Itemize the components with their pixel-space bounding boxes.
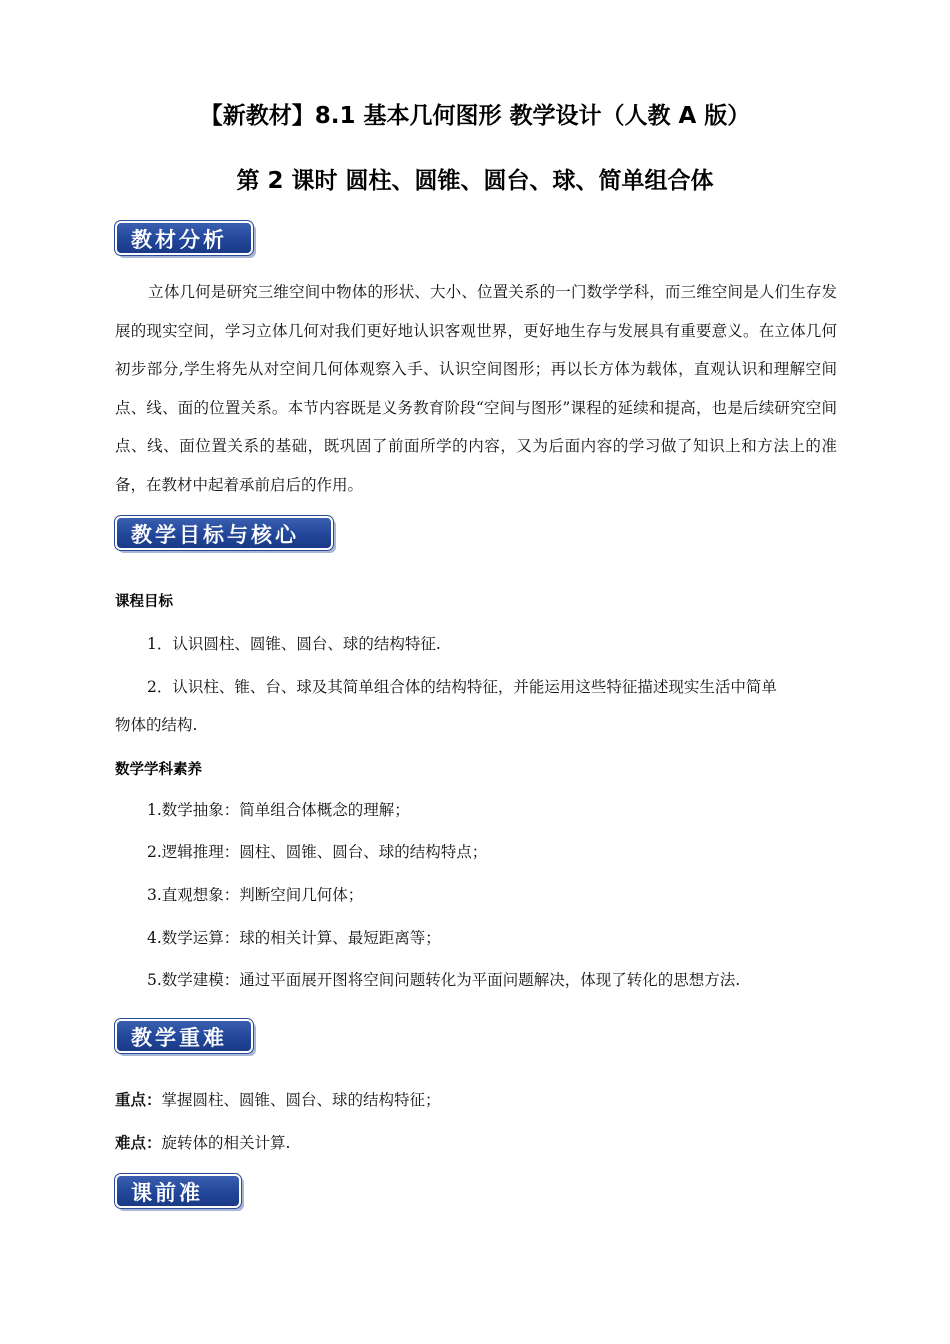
course-goal-item: 2．认识柱、锥、台、球及其简单组合体的结构特征，并能运用这些特征描述现实生活中简单 — [147, 678, 777, 696]
literacy-item: 5.数学建模：通过平面展开图将空间问题转化为平面问题解决，体现了转化的思想方法. — [147, 971, 741, 989]
document-title: 【新教材】8.1 基本几何图形 教学设计（人教 A 版） — [199, 103, 751, 129]
analysis-paragraph — [115, 273, 837, 504]
section-badge-prep: 课前准备 — [115, 1174, 241, 1208]
literacy-item: 4.数学运算：球的相关计算、最短距离等； — [147, 929, 441, 947]
section-badge-key-points: 教学重难点 — [115, 1019, 253, 1053]
key-point-label: 重点： — [115, 1091, 162, 1109]
literacy-item: 3.直观想象：判断空间几何体； — [147, 886, 364, 904]
difficult-point-text: 旋转体的相关计算. — [161, 1134, 291, 1152]
analysis-text: 立体几何是研究三维空间中物体的形状、大小、位置关系的一门数学学科，而三维空间是人们生存发展的现实空间，学习立体几何对我们更好地认识客观世界，更好地生存与发展具有重要意义。在立体几何初步部分,学生将先从对空间几何体观察入手、认识空间图形；再以长方体为载体，直观认识和理解空间点、线、面的位置关系。本节内容既是义务教育阶段“空间与图形”课程的延续和提高，也是后续研究空间点、线、面位置关系的基础，既巩固了前面所学的内容，又为后面内容的学习做了知识上和方法上的准备，在教材中起着承前启后的作用。 — [115, 283, 837, 494]
document-subtitle: 第 2 课时 圆柱、圆锥、圆台、球、简单组合体 — [236, 168, 714, 194]
course-goals-heading: 课程目标 — [115, 594, 173, 610]
literacy-item: 2.逻辑推理：圆柱、圆锥、圆台、球的结构特点； — [147, 843, 488, 861]
literacy-heading: 数学学科素养 — [115, 762, 202, 778]
course-goal-item-continued: 物体的结构. — [115, 716, 198, 734]
difficult-point-label: 难点： — [115, 1134, 162, 1152]
key-point-line — [115, 1089, 840, 1111]
key-point-text: 掌握圆柱、圆锥、圆台、球的结构特征； — [161, 1091, 441, 1109]
section-badge-analysis: 教材分析 — [115, 221, 253, 255]
literacy-item: 1.数学抽象：简单组合体概念的理解； — [147, 801, 410, 819]
section-badge-goals: 教学目标与核心素养 — [115, 516, 333, 550]
difficult-point-line — [115, 1132, 840, 1154]
course-goal-item: 1．认识圆柱、圆锥、圆台、球的结构特征. — [147, 635, 441, 653]
